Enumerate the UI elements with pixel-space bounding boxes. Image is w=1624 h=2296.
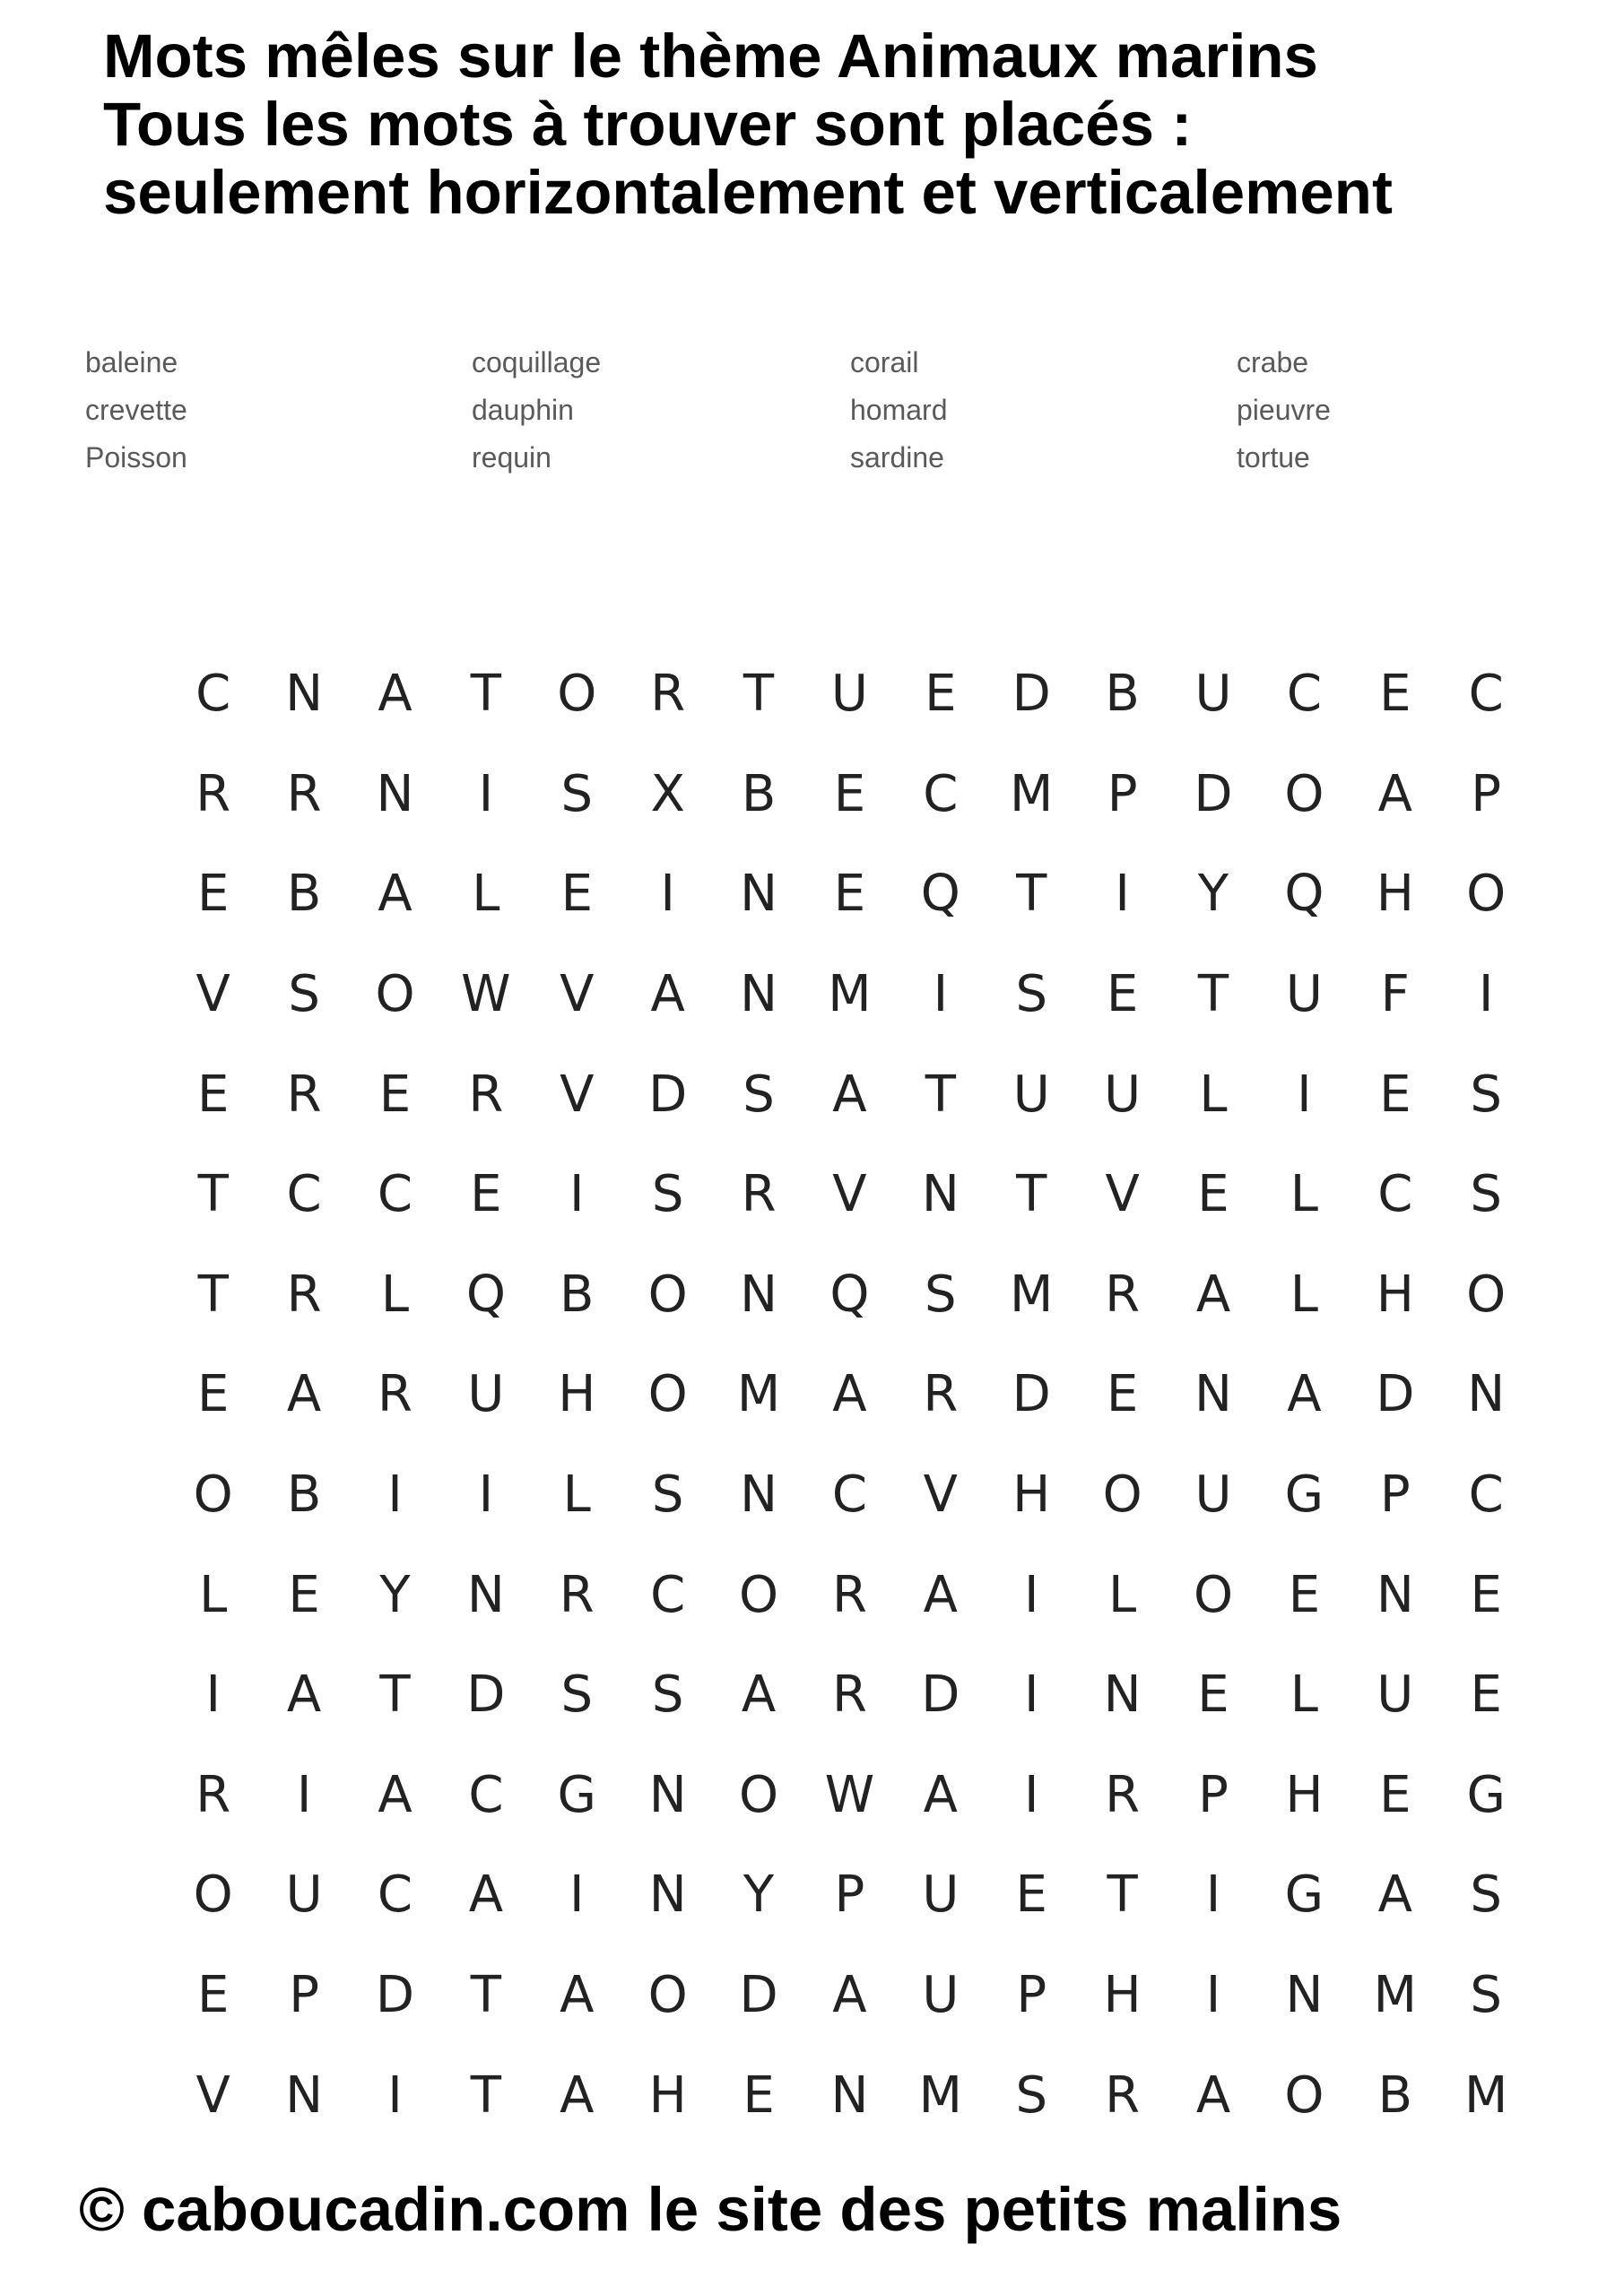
- grid-letter-r15-c6: H: [648, 2066, 687, 2125]
- grid-letter-r14-c5: A: [560, 1966, 595, 2025]
- grid-letter-r9-c1: O: [193, 1465, 233, 1525]
- grid-letter-r5-c14: E: [1379, 1065, 1411, 1124]
- grid-letter-r11-c10: I: [1023, 1665, 1039, 1725]
- grid-letter-r3-c7: N: [740, 865, 777, 924]
- grid-letter-r1-c13: C: [1286, 665, 1322, 724]
- grid-letter-r2-c8: E: [833, 764, 866, 823]
- word-list: [85, 339, 1341, 491]
- grid-letter-r1-c11: B: [1105, 665, 1140, 724]
- grid-letter-r10-c9: A: [923, 1565, 958, 1624]
- title-line-3: seulement horizontalement et verticalement: [103, 158, 1393, 227]
- grid-letter-r15-c13: O: [1284, 2066, 1324, 2125]
- grid-letter-r6-c2: C: [286, 1165, 322, 1224]
- grid-letter-r12-c5: G: [557, 1765, 596, 1824]
- word-list-column-3: [850, 339, 948, 482]
- grid-letter-r14-c11: H: [1103, 1966, 1142, 2025]
- word-item: homard: [850, 394, 948, 426]
- grid-letter-r3-c5: E: [560, 865, 593, 924]
- grid-letter-r6-c4: E: [470, 1165, 502, 1224]
- grid-letter-r11-c15: E: [1470, 1665, 1502, 1725]
- grid-letter-r4-c3: O: [375, 965, 415, 1024]
- grid-letter-r1-c3: A: [378, 665, 413, 724]
- grid-letter-r3-c14: H: [1376, 865, 1414, 924]
- grid-letter-r1-c2: N: [285, 665, 324, 724]
- grid-letter-r8-c3: R: [378, 1365, 413, 1424]
- grid-letter-r5-c2: R: [286, 1065, 322, 1124]
- grid-letter-r12-c9: A: [923, 1765, 958, 1824]
- grid-letter-r9-c9: V: [923, 1465, 958, 1525]
- grid-letter-r6-c10: T: [1016, 1165, 1047, 1224]
- word-item: corail: [850, 346, 919, 378]
- grid-letter-r15-c1: V: [195, 2066, 230, 2125]
- grid-letter-r1-c5: O: [557, 665, 597, 724]
- grid-letter-r3-c12: Y: [1197, 865, 1229, 924]
- grid-letter-r1-c9: E: [925, 665, 957, 724]
- letter-grid: [168, 644, 1532, 2145]
- word-item: pieuvre: [1237, 394, 1331, 426]
- word-item: coquillage: [472, 346, 602, 378]
- grid-letter-r12-c6: N: [648, 1765, 687, 1824]
- grid-letter-r14-c6: O: [647, 1966, 688, 2025]
- grid-letter-r8-c1: E: [197, 1365, 230, 1424]
- grid-letter-r13-c4: A: [468, 1866, 504, 1925]
- grid-letter-r4-c5: V: [560, 965, 595, 1024]
- grid-letter-r5-c12: L: [1199, 1065, 1228, 1124]
- grid-letter-r8-c8: A: [832, 1365, 867, 1424]
- title-line-1: Mots mêles sur le thème Animaux marins: [103, 22, 1318, 91]
- grid-letter-r6-c7: R: [741, 1165, 777, 1224]
- grid-letter-r2-c7: B: [741, 764, 777, 823]
- grid-letter-r4-c9: I: [933, 965, 949, 1024]
- grid-letter-r15-c8: N: [830, 2066, 869, 2125]
- grid-letter-r15-c2: N: [285, 2066, 324, 2125]
- grid-letter-r8-c12: N: [1194, 1365, 1232, 1424]
- grid-letter-r7-c5: B: [560, 1265, 595, 1324]
- grid-letter-r13-c9: U: [922, 1866, 960, 1925]
- grid-letter-r8-c7: M: [736, 1365, 781, 1424]
- grid-letter-r7-c13: L: [1290, 1265, 1318, 1324]
- grid-letter-r10-c3: Y: [379, 1565, 411, 1624]
- grid-letter-r15-c7: E: [743, 2066, 775, 2125]
- grid-letter-r4-c11: E: [1106, 965, 1139, 1024]
- grid-letter-r15-c14: B: [1377, 2066, 1412, 2125]
- grid-letter-r8-c6: O: [647, 1365, 688, 1424]
- word-list-column-1: [85, 339, 187, 482]
- grid-letter-r9-c8: C: [831, 1465, 867, 1525]
- grid-letter-r4-c15: I: [1478, 965, 1494, 1024]
- grid-letter-r3-c11: I: [1115, 865, 1130, 924]
- grid-letter-r1-c4: T: [470, 665, 501, 724]
- grid-letter-r3-c10: T: [1016, 865, 1047, 924]
- grid-letter-r1-c10: D: [1012, 665, 1051, 724]
- grid-letter-r11-c7: A: [741, 1665, 777, 1725]
- grid-letter-r4-c12: T: [1197, 965, 1229, 1024]
- grid-letter-r3-c13: Q: [1284, 865, 1324, 924]
- word-item: requin: [472, 441, 551, 474]
- grid-letter-r7-c8: Q: [829, 1265, 870, 1324]
- grid-letter-r7-c15: O: [1466, 1265, 1507, 1324]
- grid-letter-r7-c4: Q: [465, 1265, 506, 1324]
- grid-letter-r12-c11: R: [1105, 1765, 1141, 1824]
- grid-letter-r10-c4: N: [466, 1565, 505, 1624]
- grid-letter-r2-c5: S: [560, 764, 594, 823]
- grid-letter-r7-c11: R: [1105, 1265, 1141, 1324]
- grid-letter-r8-c15: N: [1467, 1365, 1506, 1424]
- grid-letter-r11-c6: S: [651, 1665, 684, 1725]
- grid-letter-r11-c8: R: [831, 1665, 867, 1725]
- grid-letter-r2-c9: C: [923, 764, 959, 823]
- grid-letter-r5-c6: D: [648, 1065, 688, 1124]
- grid-letter-r11-c12: E: [1197, 1665, 1229, 1725]
- grid-letter-r10-c1: L: [199, 1565, 228, 1624]
- grid-letter-r11-c3: T: [379, 1665, 411, 1725]
- grid-letter-r8-c2: A: [286, 1365, 322, 1424]
- grid-letter-r4-c2: S: [288, 965, 320, 1024]
- grid-letter-r10-c5: R: [559, 1565, 595, 1624]
- grid-letter-r13-c8: P: [834, 1866, 865, 1925]
- grid-letter-r12-c14: E: [1379, 1765, 1411, 1824]
- grid-letter-r6-c11: V: [1105, 1165, 1140, 1224]
- grid-letter-r9-c6: S: [651, 1465, 684, 1525]
- grid-letter-r12-c2: I: [296, 1765, 312, 1824]
- grid-letter-r2-c3: N: [376, 764, 414, 823]
- grid-letter-r5-c3: E: [378, 1065, 412, 1124]
- grid-letter-r13-c2: U: [285, 1866, 323, 1925]
- grid-letter-r4-c14: F: [1380, 965, 1410, 1024]
- grid-letter-r11-c14: U: [1376, 1665, 1414, 1725]
- word-list-column-2: [472, 339, 601, 482]
- grid-letter-r9-c3: I: [387, 1465, 403, 1525]
- grid-letter-r5-c13: I: [1297, 1065, 1312, 1124]
- grid-letter-r14-c3: D: [375, 1966, 415, 2025]
- grid-letter-r6-c14: C: [1377, 1165, 1413, 1224]
- grid-letter-r4-c7: N: [740, 965, 777, 1024]
- grid-letter-r1-c1: C: [195, 665, 231, 724]
- grid-letter-r10-c13: E: [1288, 1565, 1321, 1624]
- grid-letter-r13-c3: C: [377, 1866, 413, 1925]
- grid-letter-r13-c6: N: [648, 1866, 687, 1925]
- copyright-footer: © caboucadin.com le site des petits malins: [79, 2175, 1342, 2244]
- grid-letter-r7-c1: T: [197, 1265, 229, 1324]
- grid-letter-r12-c12: P: [1198, 1765, 1229, 1824]
- grid-letter-r11-c2: A: [286, 1665, 322, 1725]
- grid-letter-r5-c11: U: [1104, 1065, 1142, 1124]
- word-item: dauphin: [472, 394, 574, 426]
- grid-letter-r15-c11: R: [1105, 2066, 1141, 2125]
- grid-letter-r4-c13: U: [1285, 965, 1323, 1024]
- grid-letter-r8-c11: E: [1106, 1365, 1139, 1424]
- grid-letter-r14-c2: P: [289, 1966, 319, 2025]
- grid-letter-r2-c14: A: [1377, 764, 1412, 823]
- grid-letter-r14-c1: E: [197, 1966, 230, 2025]
- grid-letter-r4-c1: V: [195, 965, 230, 1024]
- grid-letter-r6-c8: V: [832, 1165, 867, 1224]
- grid-letter-r1-c15: C: [1468, 665, 1504, 724]
- grid-letter-r15-c3: I: [387, 2066, 403, 2125]
- grid-letter-r3-c6: I: [660, 865, 675, 924]
- grid-letter-r9-c11: O: [1102, 1465, 1142, 1525]
- grid-letter-r5-c7: S: [743, 1065, 775, 1124]
- grid-letter-r12-c7: O: [739, 1765, 779, 1824]
- word-item: sardine: [850, 441, 944, 474]
- grid-letter-r11-c5: S: [560, 1665, 594, 1725]
- grid-letter-r7-c7: N: [740, 1265, 777, 1324]
- grid-letter-r11-c9: D: [921, 1665, 960, 1725]
- grid-letter-r6-c13: L: [1290, 1165, 1318, 1224]
- grid-letter-r13-c11: T: [1107, 1866, 1138, 1925]
- grid-letter-r14-c7: D: [739, 1966, 778, 2025]
- grid-letter-r3-c9: Q: [920, 865, 960, 924]
- grid-letter-r14-c9: U: [922, 1966, 960, 2025]
- grid-letter-r15-c9: M: [918, 2066, 962, 2125]
- grid-letter-r7-c6: O: [647, 1265, 688, 1324]
- grid-letter-r5-c4: R: [468, 1065, 504, 1124]
- grid-letter-r10-c12: O: [1193, 1565, 1234, 1624]
- grid-letter-r6-c5: I: [569, 1165, 585, 1224]
- grid-letter-r1-c14: E: [1379, 665, 1411, 724]
- grid-letter-r3-c3: A: [378, 865, 413, 924]
- grid-letter-r12-c4: C: [468, 1765, 504, 1824]
- grid-letter-r6-c3: C: [377, 1165, 413, 1224]
- grid-letter-r14-c10: P: [1016, 1966, 1047, 2025]
- word-item: crabe: [1237, 346, 1309, 378]
- grid-letter-r5-c8: A: [832, 1065, 867, 1124]
- grid-letter-r9-c4: I: [478, 1465, 494, 1525]
- grid-letter-r4-c6: A: [650, 965, 685, 1024]
- grid-letter-r12-c1: R: [195, 1765, 231, 1824]
- grid-letter-r7-c10: M: [1010, 1265, 1054, 1324]
- grid-letter-r14-c12: I: [1205, 1966, 1221, 2025]
- grid-letter-r14-c13: N: [1285, 1966, 1324, 2025]
- grid-letter-r13-c1: O: [193, 1866, 233, 1925]
- grid-letter-r9-c2: B: [286, 1465, 322, 1525]
- grid-letter-r8-c14: D: [1376, 1365, 1415, 1424]
- grid-letter-r8-c10: D: [1012, 1365, 1051, 1424]
- grid-letter-r8-c4: U: [467, 1365, 505, 1424]
- grid-letter-r2-c4: I: [478, 764, 494, 823]
- grid-letter-r2-c12: D: [1194, 764, 1233, 823]
- grid-letter-r13-c14: A: [1377, 1866, 1412, 1925]
- grid-letter-r4-c8: M: [828, 965, 872, 1024]
- grid-letter-r15-c10: S: [1015, 2066, 1047, 2125]
- grid-letter-r10-c8: R: [831, 1565, 867, 1624]
- grid-letter-r5-c5: V: [560, 1065, 595, 1124]
- word-list-column-4: [1237, 339, 1331, 482]
- grid-letter-r10-c11: L: [1108, 1565, 1137, 1624]
- grid-letter-r15-c12: A: [1195, 2066, 1231, 2125]
- grid-letter-r3-c15: O: [1466, 865, 1507, 924]
- grid-letter-r8-c9: R: [923, 1365, 959, 1424]
- grid-letter-r12-c8: W: [824, 1765, 875, 1824]
- grid-letter-r6-c9: N: [921, 1165, 960, 1224]
- grid-letter-r3-c1: E: [197, 865, 230, 924]
- grid-letter-r4-c4: W: [461, 965, 511, 1024]
- grid-letter-r5-c1: E: [197, 1065, 230, 1124]
- grid-letter-r4-c10: S: [1015, 965, 1047, 1024]
- grid-letter-r14-c8: A: [832, 1966, 867, 2025]
- grid-letter-r1-c7: T: [743, 665, 775, 724]
- grid-letter-r13-c15: S: [1470, 1866, 1502, 1925]
- grid-letter-r14-c15: S: [1470, 1966, 1502, 2025]
- grid-letter-r15-c4: T: [470, 2066, 501, 2125]
- grid-letter-r8-c13: A: [1287, 1365, 1322, 1424]
- grid-letter-r10-c6: C: [650, 1565, 686, 1624]
- grid-letter-r2-c1: R: [195, 764, 231, 823]
- grid-letter-r7-c3: L: [380, 1265, 410, 1324]
- grid-letter-r7-c9: S: [925, 1265, 957, 1324]
- grid-letter-r5-c10: U: [1012, 1065, 1050, 1124]
- grid-letter-r3-c8: E: [833, 865, 866, 924]
- grid-letter-r10-c10: I: [1023, 1565, 1039, 1624]
- word-item: baleine: [85, 346, 178, 378]
- grid-letter-r1-c6: R: [650, 665, 686, 724]
- grid-letter-r13-c5: I: [569, 1866, 585, 1925]
- grid-letter-r9-c15: C: [1468, 1465, 1504, 1525]
- grid-letter-r15-c15: M: [1464, 2066, 1508, 2125]
- grid-letter-r10-c7: O: [739, 1565, 779, 1624]
- grid-letter-r2-c2: R: [286, 764, 322, 823]
- title-line-2: Tous les mots à trouver sont placés :: [103, 90, 1193, 159]
- grid-letter-r5-c9: T: [925, 1065, 956, 1124]
- grid-letter-r13-c7: Y: [743, 1866, 775, 1925]
- grid-letter-r8-c5: H: [558, 1365, 596, 1424]
- grid-letter-r11-c1: I: [205, 1665, 221, 1725]
- grid-letter-r11-c11: N: [1103, 1665, 1142, 1725]
- grid-letter-r6-c6: S: [651, 1165, 684, 1224]
- grid-letter-r10-c14: N: [1376, 1565, 1414, 1624]
- grid-letter-r7-c14: H: [1376, 1265, 1414, 1324]
- grid-letter-r2-c11: P: [1107, 764, 1138, 823]
- grid-letter-r9-c14: P: [1379, 1465, 1411, 1525]
- grid-letter-r1-c12: U: [1194, 665, 1232, 724]
- grid-letter-r5-c15: S: [1470, 1065, 1502, 1124]
- grid-letter-r10-c15: E: [1470, 1565, 1502, 1624]
- grid-letter-r15-c5: A: [560, 2066, 595, 2125]
- grid-letter-r2-c13: O: [1284, 764, 1324, 823]
- word-item: Poisson: [85, 441, 187, 474]
- grid-letter-r10-c2: E: [288, 1565, 320, 1624]
- grid-letter-r11-c4: D: [466, 1665, 506, 1725]
- grid-letter-r1-c8: U: [830, 665, 868, 724]
- grid-letter-r11-c13: L: [1290, 1665, 1318, 1725]
- grid-letter-r12-c3: A: [378, 1765, 413, 1824]
- grid-letter-r9-c10: H: [1012, 1465, 1051, 1525]
- grid-letter-r12-c15: G: [1466, 1765, 1506, 1824]
- grid-letter-r9-c5: L: [562, 1465, 591, 1525]
- grid-letter-r12-c10: I: [1023, 1765, 1039, 1824]
- grid-letter-r13-c13: G: [1284, 1866, 1324, 1925]
- grid-letter-r9-c13: G: [1284, 1465, 1324, 1525]
- grid-letter-r14-c4: T: [470, 1966, 501, 2025]
- grid-letter-r2-c6: X: [650, 764, 685, 823]
- grid-letter-r7-c2: R: [286, 1265, 322, 1324]
- word-item: tortue: [1237, 441, 1310, 474]
- grid-letter-r14-c14: M: [1373, 1966, 1417, 2025]
- grid-letter-r13-c10: E: [1015, 1866, 1047, 1925]
- grid-letter-r3-c4: L: [472, 865, 500, 924]
- grid-letter-r9-c7: N: [740, 1465, 777, 1525]
- grid-letter-r3-c2: B: [286, 865, 322, 924]
- grid-letter-r6-c12: E: [1197, 1165, 1229, 1224]
- grid-letter-r13-c12: I: [1205, 1866, 1221, 1925]
- page-title: [103, 22, 1583, 227]
- word-item: crevette: [85, 394, 187, 426]
- grid-letter-r6-c1: T: [197, 1165, 229, 1224]
- grid-letter-r2-c10: M: [1010, 764, 1054, 823]
- grid-letter-r6-c15: S: [1470, 1165, 1502, 1224]
- grid-letter-r9-c12: U: [1194, 1465, 1232, 1525]
- grid-letter-r12-c13: H: [1285, 1765, 1324, 1824]
- grid-letter-r2-c15: P: [1471, 764, 1502, 823]
- grid-letter-r7-c12: A: [1195, 1265, 1231, 1324]
